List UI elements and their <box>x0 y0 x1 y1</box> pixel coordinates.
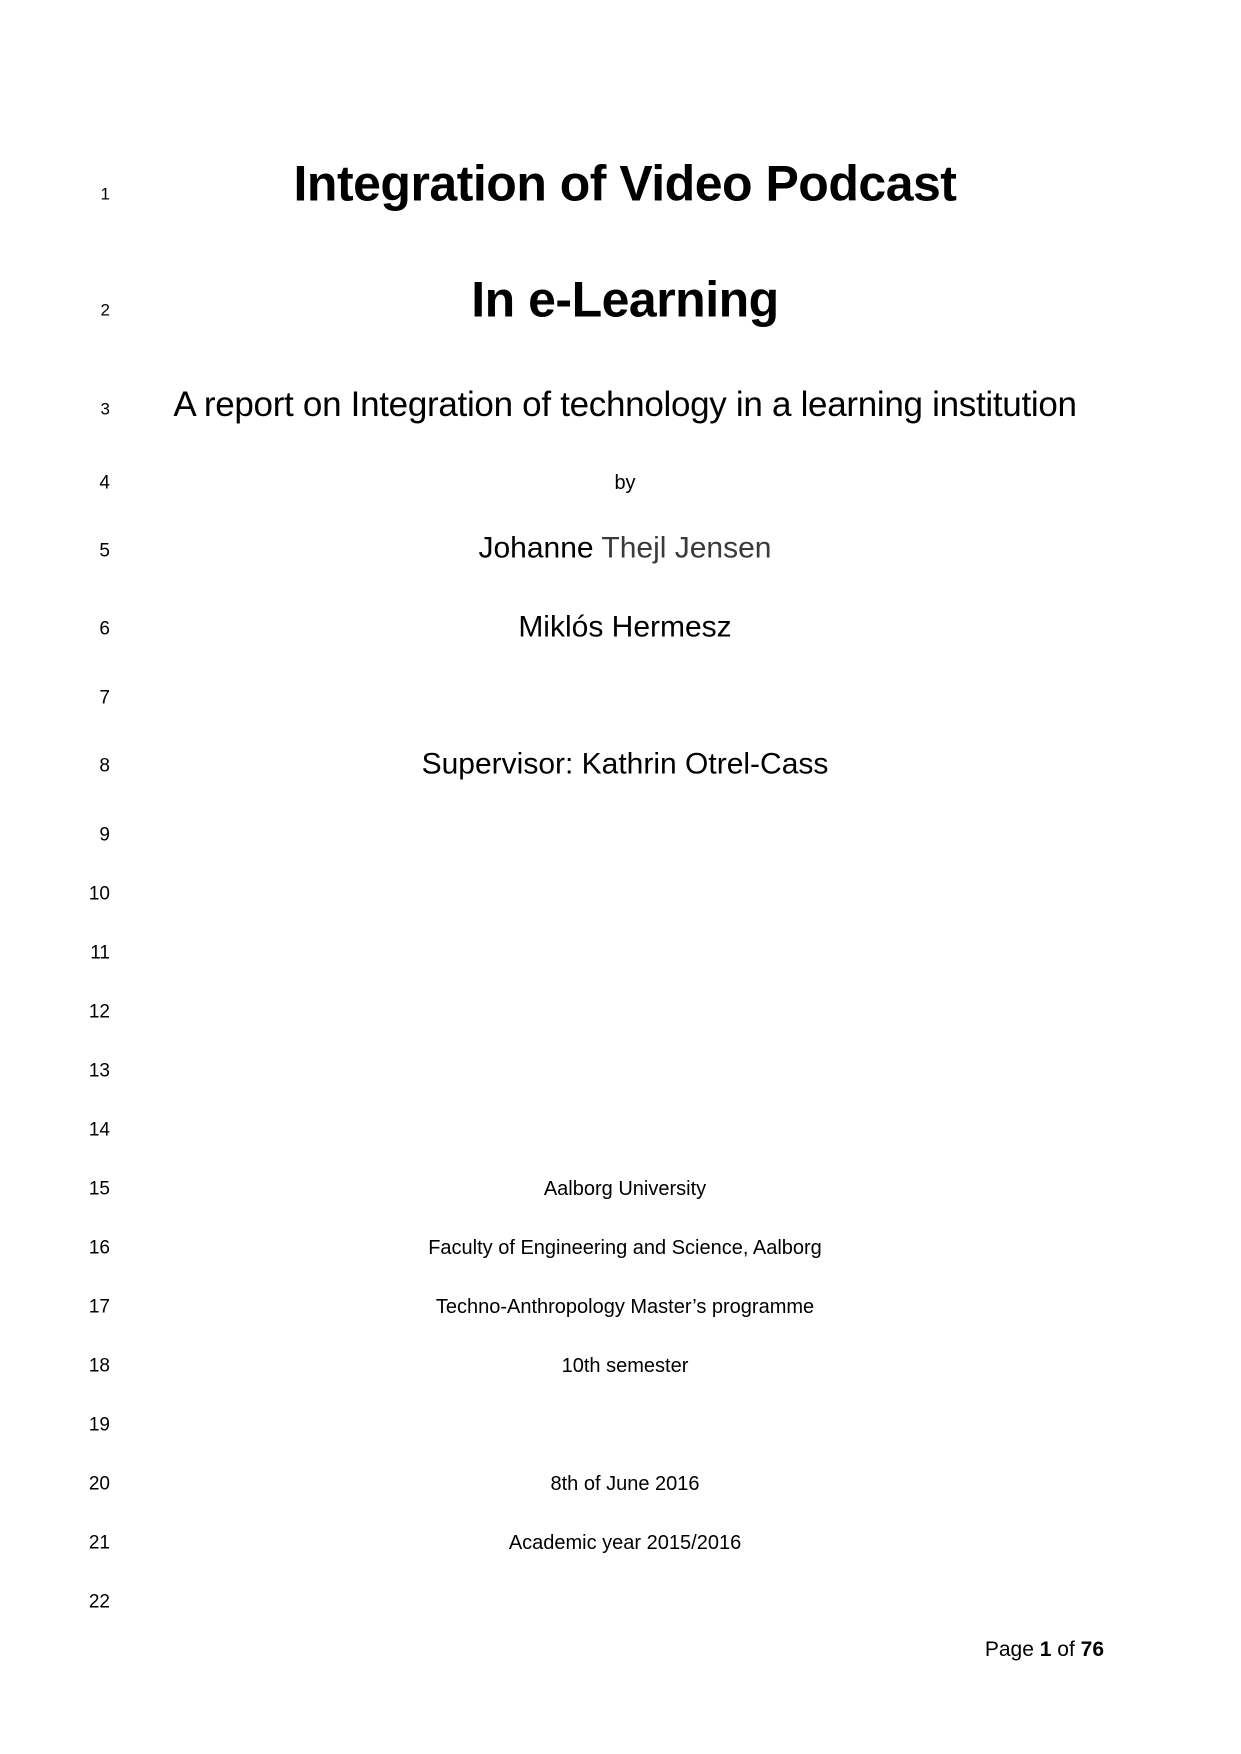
line-number: 21 <box>88 1532 110 1554</box>
author-1-first-name: Johanne <box>478 531 594 565</box>
line-number: 22 <box>88 1591 110 1613</box>
supervisor: Supervisor: Kathrin Otrel-Cass <box>421 747 829 781</box>
line-number: 20 <box>88 1473 110 1495</box>
university: Aalborg University <box>543 1178 707 1200</box>
author-1 <box>140 532 1110 565</box>
total-pages: 76 <box>1080 1638 1104 1661</box>
of-label: of <box>1057 1638 1075 1661</box>
line-number: 7 <box>99 687 110 709</box>
line-number: 15 <box>88 1178 110 1200</box>
faculty: Faculty of Engineering and Science, Aalborg <box>428 1237 822 1259</box>
programme: Techno-Anthropology Master’s programme <box>435 1296 815 1318</box>
line-number: 19 <box>88 1414 110 1436</box>
line-number: 11 <box>90 942 110 964</box>
line-number: 17 <box>88 1296 110 1318</box>
line-number: 14 <box>88 1119 110 1141</box>
line-number: 1 <box>100 184 110 204</box>
line-number: 18 <box>88 1355 110 1377</box>
line-number: 10 <box>88 883 110 905</box>
by-label: by <box>614 472 636 494</box>
page-number-footer <box>985 1638 1104 1662</box>
current-page: 1 <box>1039 1638 1052 1661</box>
line-number: 9 <box>99 824 110 846</box>
submission-date: 8th of June 2016 <box>550 1473 700 1495</box>
line-number: 3 <box>100 399 110 419</box>
semester: 10th semester <box>561 1355 689 1377</box>
line-number: 12 <box>88 1001 110 1023</box>
document-title-line2: In e-Learning <box>471 271 779 328</box>
document-subtitle: A report on Integration of technology in a learning institution <box>173 384 1077 424</box>
line-number: 4 <box>99 472 110 494</box>
document-title-line1: Integration of Video Podcast <box>293 155 957 212</box>
line-number: 8 <box>99 755 110 777</box>
line-number: 5 <box>99 540 110 562</box>
author-2: Miklós Hermesz <box>518 610 732 644</box>
page-label: Page <box>984 1638 1034 1661</box>
author-1-last-name: Thejl Jensen <box>601 531 772 565</box>
academic-year: Academic year 2015/2016 <box>508 1532 742 1554</box>
line-number: 6 <box>99 618 110 640</box>
line-number: 2 <box>100 300 110 320</box>
line-number: 13 <box>88 1060 110 1082</box>
line-number: 16 <box>88 1237 110 1259</box>
